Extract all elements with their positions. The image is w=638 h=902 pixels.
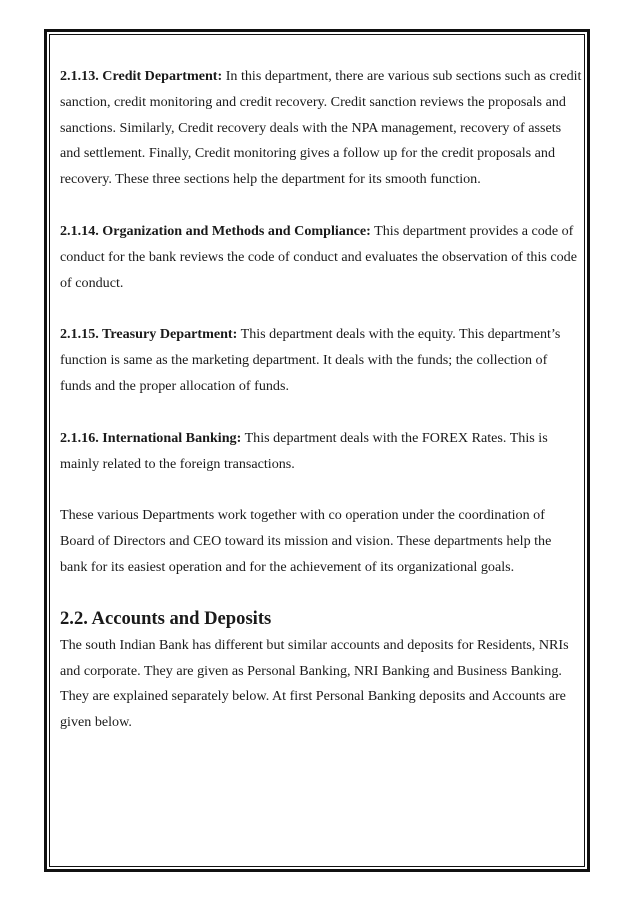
paragraph-credit-department bbox=[60, 64, 582, 193]
paragraph-text: This department deals with the FOREX Rates. This is mainly related to the foreign transactions. bbox=[60, 429, 548, 472]
section-heading-accounts-deposits: 2.2. Accounts and Deposits bbox=[60, 607, 272, 629]
paragraph-text: This department deals with the equity. This department’s function is same as the marketing department. It deals with the funds; the collection of funds and the proper allocation of funds. bbox=[60, 326, 561, 394]
paragraph-departments-summary bbox=[60, 503, 582, 580]
paragraph-organization-methods bbox=[60, 219, 582, 296]
paragraph-text: In this department, there are various sub sections such as credit sanction, credit monitoring and credit recovery. Credit sanction reviews the proposals and sanctions. Similarly, Credit recovery deals with the NPA management, recovery of assets and settlement. Finally, Credit monitoring gives a follow up for the credit proposals and recovery. These three sections help the department for its smooth function. bbox=[60, 68, 582, 188]
paragraph-text: This department provides a code of conduct for the bank reviews the code of conduct and evaluates the observation of this code of conduct. bbox=[60, 222, 577, 291]
paragraph-heading: 2.1.15. Treasury Department: bbox=[60, 326, 238, 343]
paragraph-accounts-deposits bbox=[60, 633, 582, 736]
paragraph-heading: 2.1.16. International Banking: bbox=[60, 429, 242, 446]
paragraph-heading: 2.1.13. Credit Department: bbox=[60, 68, 223, 84]
paragraph-text: These various Departments work together with co operation under the coordination of Board of Directors and CEO toward its mission and vision. These departments help the bank for its easiest operation and for the achievement of its organizational goals. bbox=[60, 507, 552, 575]
paragraph-text: The south Indian Bank has different but similar accounts and deposits for Residents, NRIs and corporate. They are given as Personal Banking, NRI Banking and Business Banking. They are explained separately below. At first Personal Banking deposits and Accounts are given below. bbox=[60, 636, 569, 731]
document-body bbox=[60, 64, 582, 762]
paragraph-heading: 2.1.14. Organization and Methods and Compliance: bbox=[60, 222, 371, 239]
paragraph-treasury-department bbox=[60, 322, 582, 399]
paragraph-international-banking bbox=[60, 426, 582, 478]
